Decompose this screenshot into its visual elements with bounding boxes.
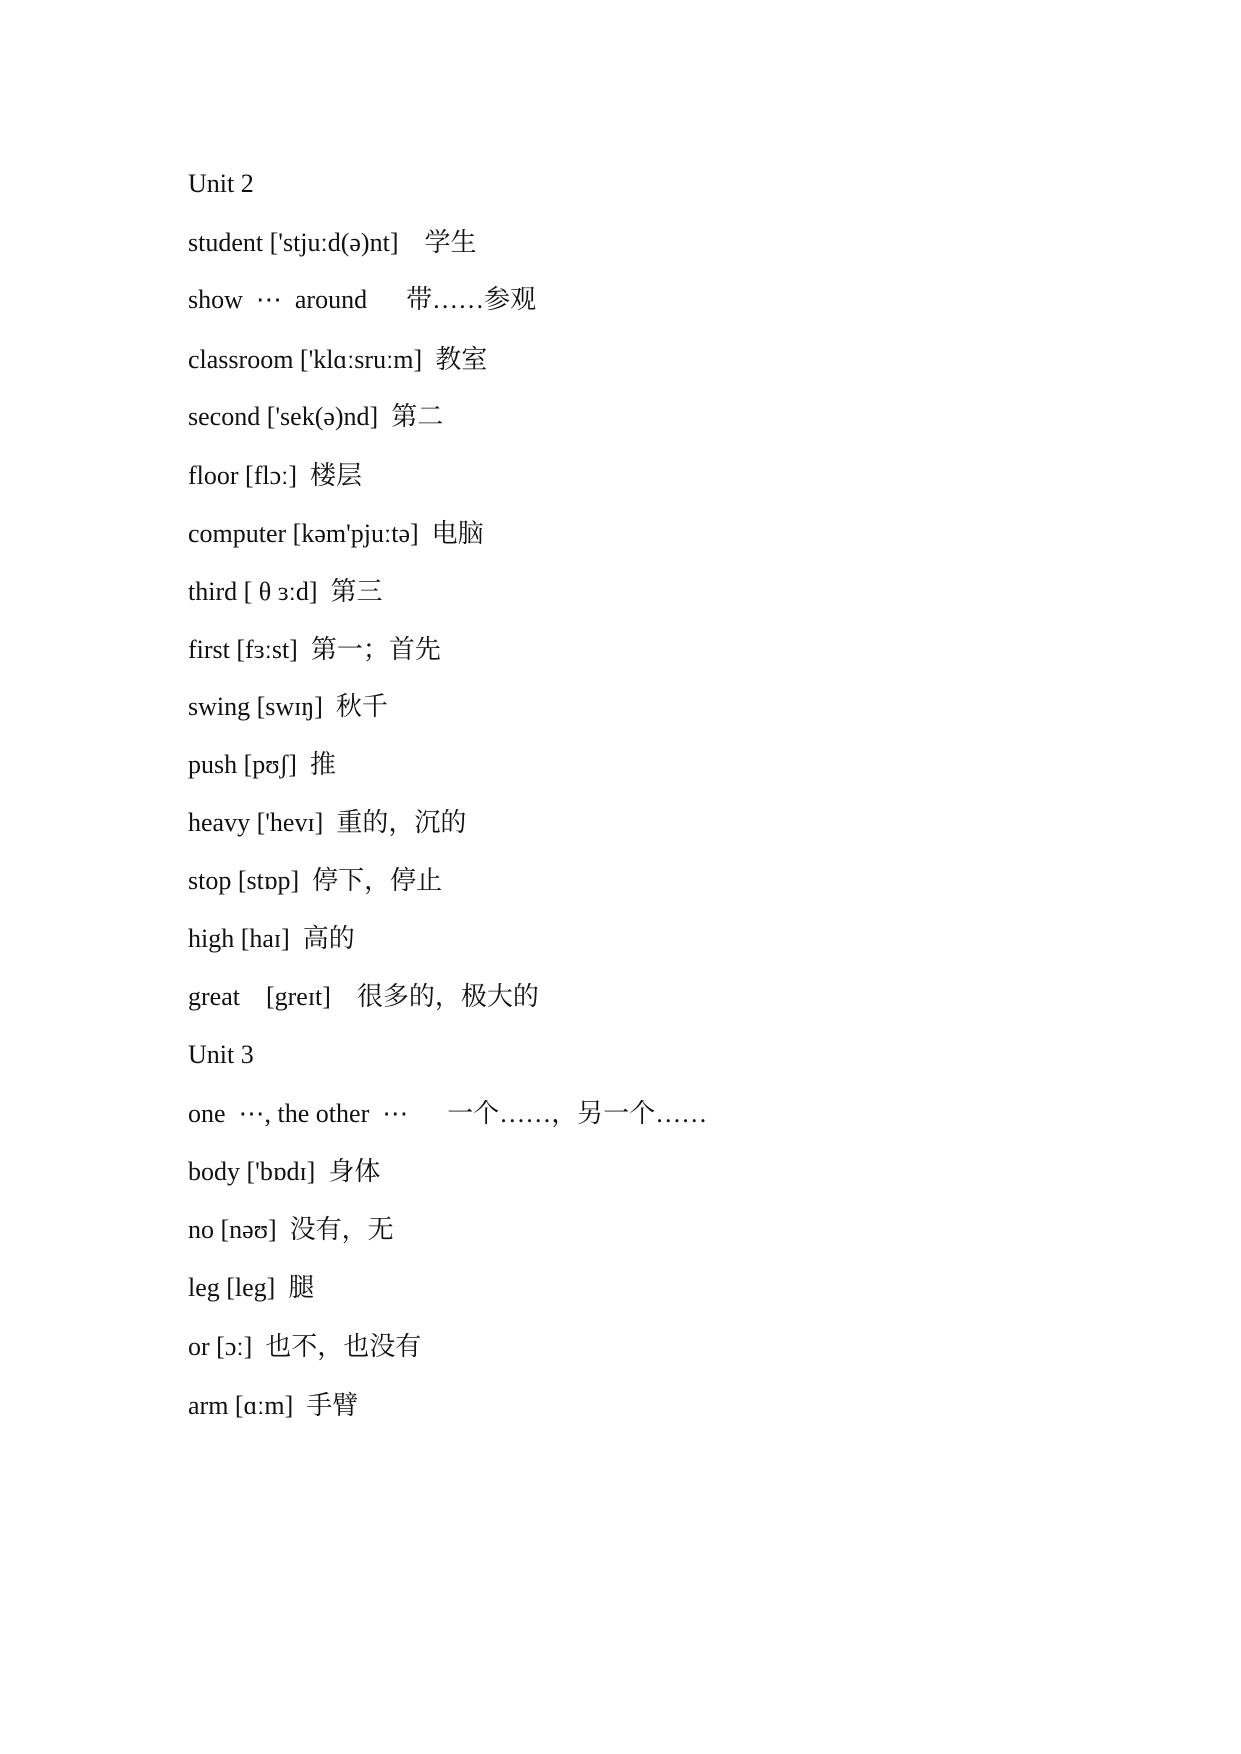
vocab-entry: stop [stɒp] 停下，停止 xyxy=(188,866,443,895)
vocab-entry: computer [kəm'pjuːtə] 电脑 xyxy=(188,519,484,548)
unit-heading: Unit 2 xyxy=(188,169,254,198)
vocab-entry: arm [ɑːm] 手臂 xyxy=(188,1391,359,1420)
vocab-entry: leg [leg] 腿 xyxy=(188,1273,315,1302)
vocab-entry: classroom ['klɑːsruːm] 教室 xyxy=(188,345,488,374)
vocab-entry: student ['stjuːd(ə)nt] 学生 xyxy=(188,228,477,257)
vocab-entry: one ⋯, the other ⋯ 一个……，另一个…… xyxy=(188,1099,708,1128)
unit-heading: Unit 3 xyxy=(188,1040,254,1069)
vocab-entry: high [haɪ] 高的 xyxy=(188,924,355,953)
vocab-entry: third [ θ ɜːd] 第三 xyxy=(188,577,383,606)
vocab-entry: second ['sek(ə)nd] 第二 xyxy=(188,402,444,431)
vocab-entry: no [nəʊ] 没有，无 xyxy=(188,1215,394,1244)
vocab-entry: heavy ['hevɪ] 重的，沉的 xyxy=(188,808,467,837)
vocab-entry: show ⋯ around 带……参观 xyxy=(188,285,537,314)
vocab-entry: first [fɜːst] 第一；首先 xyxy=(188,635,441,664)
vocab-entry: great [greɪt] 很多的，极大的 xyxy=(188,982,539,1011)
vocab-entry: swing [swɪŋ] 秋千 xyxy=(188,692,388,721)
vocab-entry: push [pʊʃ] 推 xyxy=(188,750,336,779)
vocab-entry: or [ɔː] 也不，也没有 xyxy=(188,1332,422,1361)
vocab-entry: body ['bɒdɪ] 身体 xyxy=(188,1157,381,1186)
vocab-entry: floor [flɔː] 楼层 xyxy=(188,461,363,490)
